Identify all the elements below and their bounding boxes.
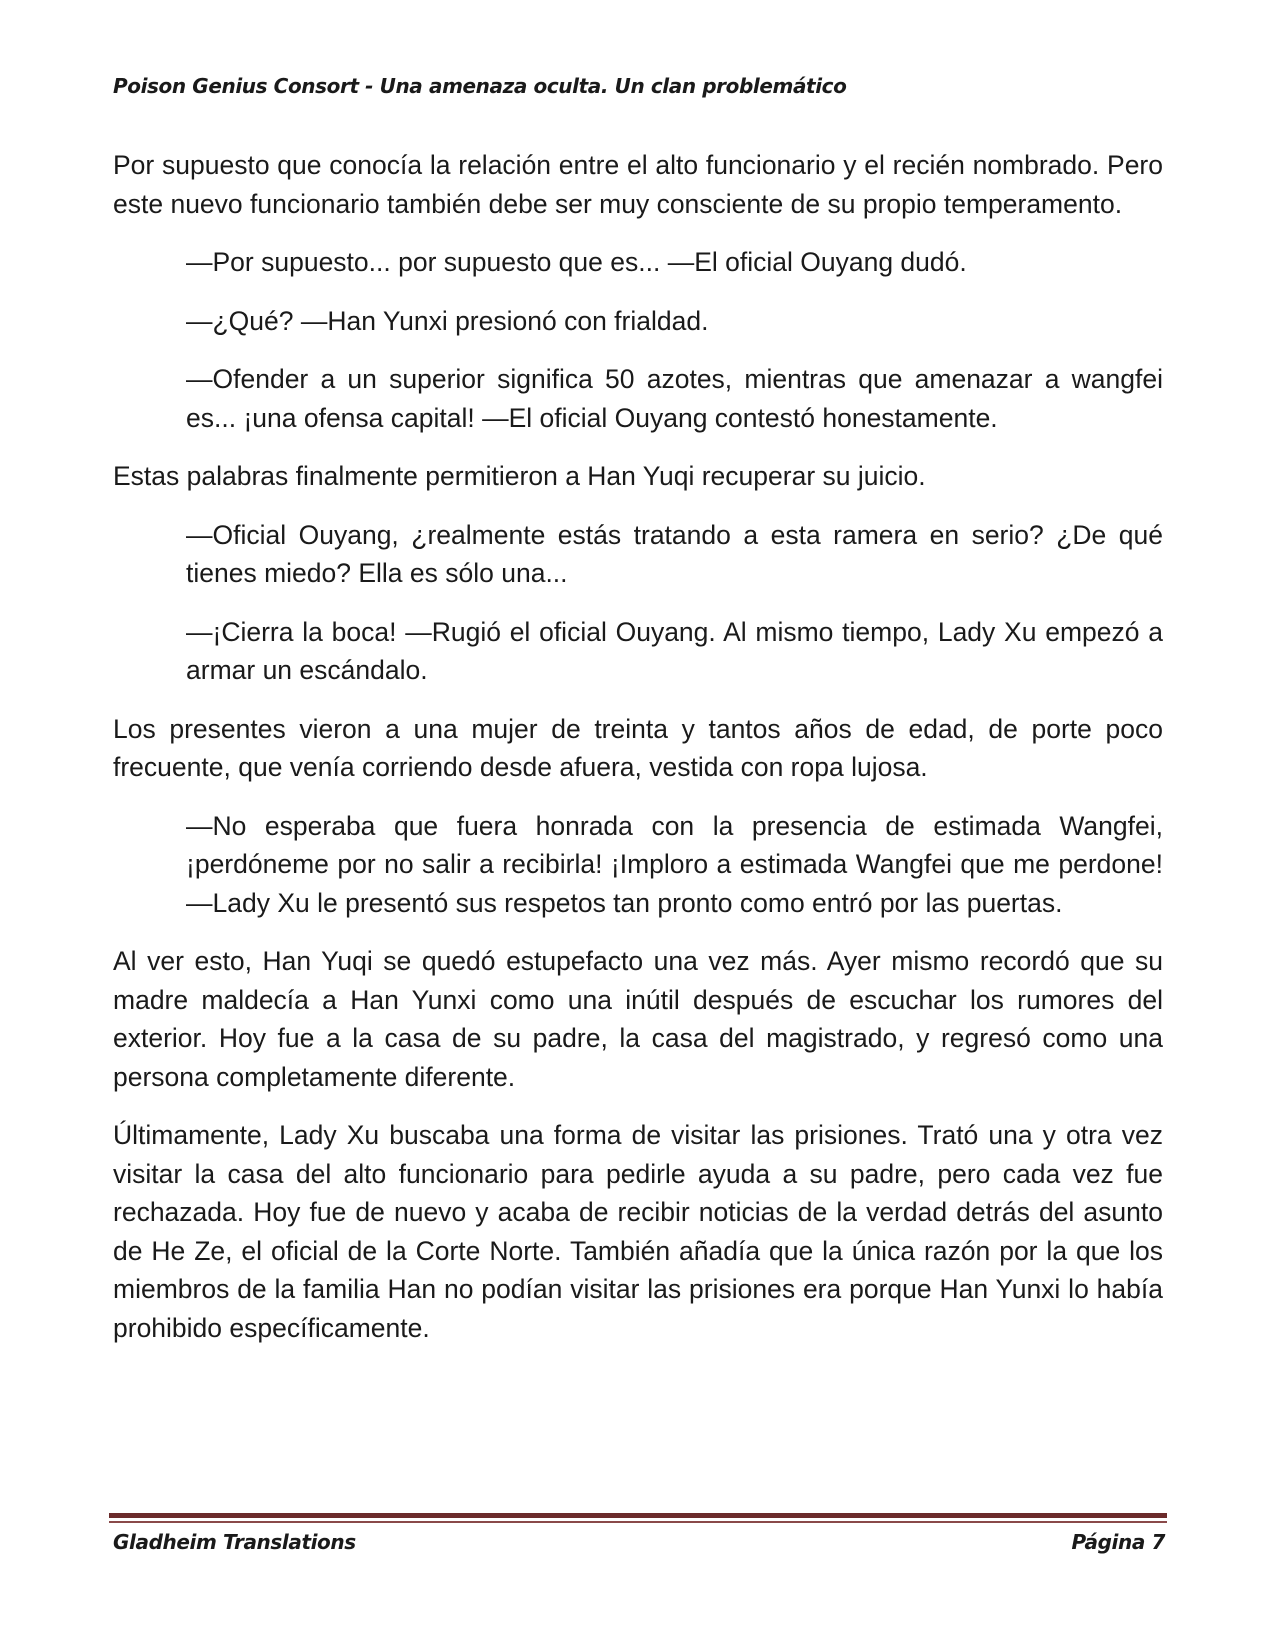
footer-rule	[109, 1513, 1167, 1518]
dialogue-paragraph: —Oficial Ouyang, ¿realmente estás tratando a esta ramera en serio? ¿De qué tienes miedo? Ella es sólo una...	[186, 519, 1163, 588]
dialogue-paragraph: —No esperaba que fuera honrada con la presencia de estimada Wangfei, ¡perdóneme por no salir a recibirla! ¡Imploro a estimada Wangfei que me perdone! —Lady Xu le presentó sus respetos tan pronto como entró por las puertas.	[186, 810, 1163, 918]
dialogue-paragraph: —Ofender a un superior significa 50 azotes, mientras que amenazar a wangfei es... ¡una ofensa capital! —El oficial Ouyang contestó honestamente.	[186, 364, 1163, 433]
body-text	[113, 146, 1163, 1367]
running-header: Poison Genius Consort - Una amenaza oculta. Un clan problemático	[113, 74, 847, 98]
dialogue-paragraph: —Por supuesto... por supuesto que es... —El oficial Ouyang dudó.	[186, 247, 967, 277]
dialogue-paragraph: —¿Qué? —Han Yunxi presionó con frialdad.	[186, 305, 709, 336]
footer-rule-secondary	[109, 1521, 1167, 1523]
footer-publisher: Gladheim Translations	[113, 1530, 356, 1554]
paragraph: Por supuesto que conocía la relación entre el alto funcionario y el recién nombrado. Pero este nuevo funcionario también debe ser muy consciente de su propio temperamento.	[113, 150, 1163, 219]
paragraph: Últimamente, Lady Xu buscaba una forma de visitar las prisiones. Trató una y otra vez visitar la casa del alto funcionario para pedirle ayuda a su padre, pero cada vez fue rechazada. Hoy fue de nuevo y acaba de recibir noticias de la verdad detrás del asunto de He Ze, el oficial de la Corte Norte. También añadía que la única razón por la que los miembros de la familia Han no podían visitar las prisiones era porque Han Yunxi lo había prohibido específicamente.	[113, 1120, 1163, 1343]
dialogue-paragraph: —¡Cierra la boca! —Rugió el oficial Ouyang. Al mismo tiempo, Lady Xu empezó a armar un escándalo.	[186, 616, 1163, 685]
paragraph: Al ver esto, Han Yuqi se quedó estupefacto una vez más. Ayer mismo recordó que su madre maldecía a Han Yunxi como una inútil después de escuchar los rumores del exterior. Hoy fue a la casa de su padre, la casa del magistrado, y regresó como una persona completamente diferente.	[113, 946, 1163, 1092]
paragraph: Estas palabras finalmente permitieron a Han Yuqi recuperar su juicio.	[113, 461, 926, 491]
paragraph: Los presentes vieron a una mujer de treinta y tantos años de edad, de porte poco frecuente, que venía corriendo desde afuera, vestida con ropa lujosa.	[113, 713, 1163, 782]
page-number: Página 7	[1071, 1530, 1165, 1554]
